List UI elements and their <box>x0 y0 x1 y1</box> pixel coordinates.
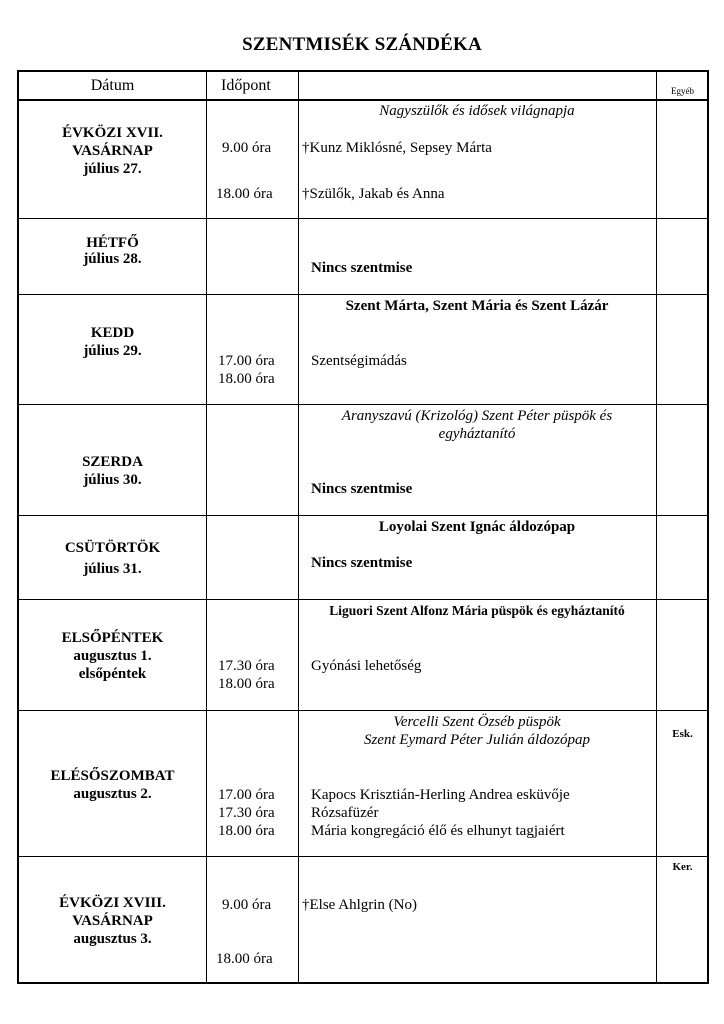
row-divider <box>19 856 707 857</box>
mass-time: 17.00 óra <box>218 353 275 369</box>
mass-time: 18.00 óra <box>218 371 275 387</box>
mass-intention: Gyónási lehetőség <box>311 658 422 674</box>
day-date: július 28. <box>83 251 142 267</box>
mass-time: 18.00 óra <box>216 186 273 202</box>
header-divider <box>19 99 707 101</box>
mass-intention: Szentségimádás <box>311 353 407 369</box>
mass-time: 18.00 óra <box>218 823 275 839</box>
feast-name: Aranyszavú (Krizológ) Szent Péter püspök és <box>341 408 613 424</box>
page-title: SZENTMISÉK SZÁNDÉKA <box>242 34 482 55</box>
feast-name: Szent Márta, Szent Mária és Szent Lázár <box>345 298 609 314</box>
mass-intentions-table <box>17 70 709 984</box>
mass-intention: †Else Ahlgrin (No) <box>302 897 417 913</box>
header-other: Egyéb <box>671 86 694 96</box>
day-date: augusztus 1. <box>73 648 152 664</box>
row-divider <box>19 218 707 219</box>
day-label: SZERDA <box>82 454 143 470</box>
mass-time: 17.30 óra <box>218 658 275 674</box>
day-date: augusztus 3. <box>73 931 152 947</box>
day-date: július 29. <box>83 343 142 359</box>
mass-intention: Mária kongregáció élő és elhunyt tagjaiért <box>311 823 565 839</box>
day-label: ELSŐPÉNTEK <box>61 630 164 646</box>
day-label: VASÁRNAP <box>72 143 153 159</box>
feast-name: Loyolai Szent Ignác áldozópap <box>378 519 576 535</box>
row-divider <box>19 404 707 405</box>
mass-intention: Nincs szentmise <box>311 260 413 276</box>
mass-intention: Rózsafüzér <box>311 805 379 821</box>
day-date: július 30. <box>83 472 142 488</box>
other-note: Esk. <box>672 728 693 740</box>
day-note: elsőpéntek <box>78 666 147 682</box>
column-divider <box>206 72 207 982</box>
mass-time: 9.00 óra <box>222 140 272 156</box>
day-label: ÉVKÖZI XVIII. <box>59 895 166 911</box>
column-divider <box>656 72 657 982</box>
header-time: Időpont <box>221 77 271 94</box>
day-date: július 31. <box>83 561 142 577</box>
mass-time: 18.00 óra <box>216 951 273 967</box>
mass-intention: Nincs szentmise <box>311 481 413 497</box>
mass-time: 18.00 óra <box>218 676 275 692</box>
feast-name: Vercelli Szent Özséb püspök <box>393 714 561 730</box>
row-divider <box>19 294 707 295</box>
row-divider <box>19 515 707 516</box>
mass-intention: †Szülők, Jakab és Anna <box>302 186 445 202</box>
day-label: CSÜTÖRTÖK <box>64 540 161 556</box>
mass-time: 9.00 óra <box>222 897 272 913</box>
feast-name: Liguori Szent Alfonz Mária püspök és egyháztanító <box>329 603 625 618</box>
feast-name: Szent Eymard Péter Julián áldozópap <box>363 732 591 748</box>
mass-intention: Nincs szentmise <box>311 555 413 571</box>
row-divider <box>19 710 707 711</box>
day-label: ÉVKÖZI XVII. <box>62 125 163 141</box>
header-date: Dátum <box>90 77 135 94</box>
mass-intention: †Kunz Miklósné, Sepsey Márta <box>302 140 492 156</box>
mass-time: 17.30 óra <box>218 805 275 821</box>
row-divider <box>19 599 707 600</box>
day-label: KEDD <box>90 325 135 341</box>
feast-name: egyháztanító <box>438 426 516 442</box>
day-date: augusztus 2. <box>73 786 152 802</box>
mass-intention: Kapocs Krisztián-Herling Andrea esküvője <box>311 787 570 803</box>
day-label: VASÁRNAP <box>72 913 153 929</box>
mass-time: 17.00 óra <box>218 787 275 803</box>
day-date: július 27. <box>83 161 142 177</box>
feast-name: Nagyszülők és idősek világnapja <box>379 103 575 119</box>
day-label: HÉTFŐ <box>86 235 139 251</box>
day-label: ELÉSŐSZOMBAT <box>50 768 175 784</box>
other-note: Ker. <box>672 861 693 873</box>
